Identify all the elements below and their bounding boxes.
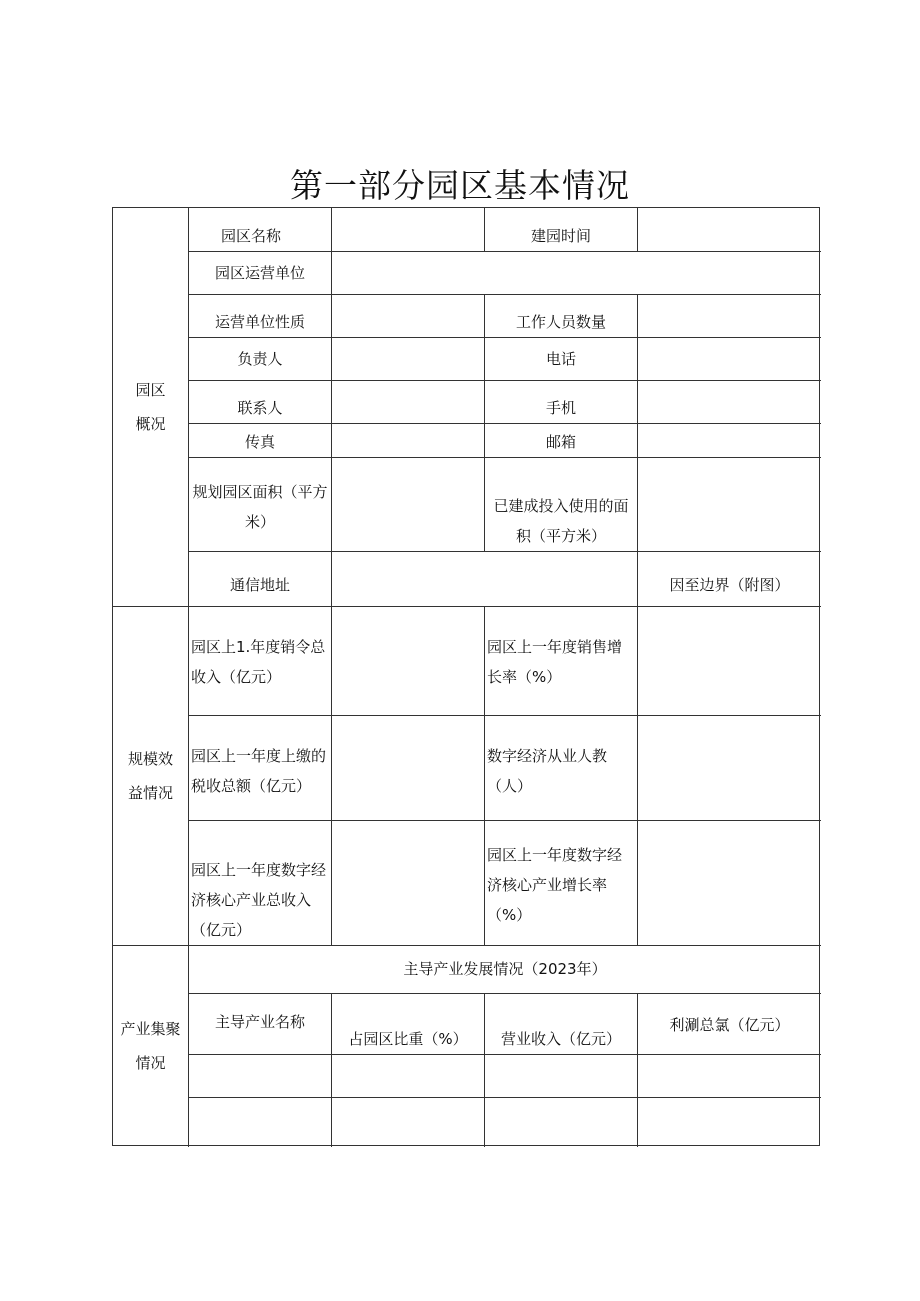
contact-field[interactable] <box>332 380 484 423</box>
label-fax: 传真 <box>244 433 275 451</box>
mobile-field[interactable] <box>638 380 821 423</box>
section-industry: 产业集聚 情况 <box>120 1020 181 1072</box>
col-industry-share: 占园区比重（%） <box>348 1030 468 1048</box>
digital-core-income-field[interactable] <box>332 820 484 945</box>
phone-field[interactable] <box>638 337 821 380</box>
label-digital-workers: 数字经济从业人教 （人） <box>487 747 608 795</box>
col-profit: 利涮总氯（亿元） <box>669 1016 790 1034</box>
used-area-field[interactable] <box>638 457 821 551</box>
label-sales-income: 园区上1.年度销令总 收入（亿元） <box>191 638 326 686</box>
industry-row-1-revenue[interactable] <box>485 1055 637 1097</box>
fax-field[interactable] <box>332 423 484 457</box>
label-operator: 园区运营单位 <box>214 263 305 282</box>
address-field[interactable] <box>332 551 637 606</box>
tax-paid-field[interactable] <box>332 715 484 820</box>
industry-row-2-profit[interactable] <box>638 1098 821 1147</box>
park-name-field[interactable] <box>332 208 484 251</box>
label-leader: 负责人 <box>237 349 283 368</box>
park-info-form <box>112 207 820 1146</box>
email-field[interactable] <box>638 423 821 457</box>
section-scale: 规模效 益情况 <box>127 749 173 802</box>
label-planned-area: 规划园区面积（平方 米） <box>192 483 328 531</box>
label-contact: 联系人 <box>237 399 283 417</box>
industry-row-1-name[interactable] <box>189 1055 331 1097</box>
staff-count-field[interactable] <box>638 294 821 337</box>
label-used-area: 已建成投入使用的面 积（平方米） <box>493 497 629 545</box>
label-boundary: 因至边界（附图） <box>669 576 790 594</box>
label-email: 邮箱 <box>545 433 576 451</box>
industry-row-1-share[interactable] <box>332 1055 484 1097</box>
industry-row-2-revenue[interactable] <box>485 1098 637 1147</box>
label-sales-growth: 园区上一年度销售增 长率（%） <box>487 638 623 686</box>
label-staff-count: 工作人员数量 <box>515 313 606 331</box>
col-revenue: 营业收入（亿元） <box>500 1030 621 1048</box>
page-title: 第一部分园区基本情况 <box>290 166 630 205</box>
sales-growth-field[interactable] <box>638 606 821 715</box>
build-time-field[interactable] <box>638 208 821 251</box>
operator-nature-field[interactable] <box>332 294 484 337</box>
planned-area-field[interactable] <box>332 457 484 551</box>
label-build-time: 建园时间 <box>530 227 591 245</box>
col-industry-name: 主导产业名称 <box>214 1013 305 1031</box>
section-overview: 园区 概况 <box>135 381 166 433</box>
industry-row-1-profit[interactable] <box>638 1055 821 1097</box>
label-phone: 电话 <box>545 349 576 368</box>
label-digital-core-growth: 园区上一年度数字经 济核心产业增长率 （%） <box>487 846 623 924</box>
sales-income-field[interactable] <box>332 606 484 715</box>
label-park-name: 园区名称 <box>221 227 282 245</box>
label-digital-core-income: 园区上一年度数字经 济核心产业总收入 （亿元） <box>191 861 327 939</box>
label-operator-nature: 运营单位性质 <box>214 313 305 331</box>
label-address: 通信地址 <box>229 576 290 594</box>
leader-field[interactable] <box>332 337 484 380</box>
industry-row-2-name[interactable] <box>189 1098 331 1147</box>
industry-row-2-share[interactable] <box>332 1098 484 1147</box>
digital-core-growth-field[interactable] <box>638 820 821 945</box>
digital-workers-field[interactable] <box>638 715 821 820</box>
label-tax-paid: 园区上一年度上缴的 税收总额（亿元） <box>191 747 327 795</box>
main-industry-heading: 主导产业发展情况（2023年） <box>403 960 607 978</box>
label-mobile: 手机 <box>545 399 576 417</box>
operator-field[interactable] <box>332 251 821 294</box>
